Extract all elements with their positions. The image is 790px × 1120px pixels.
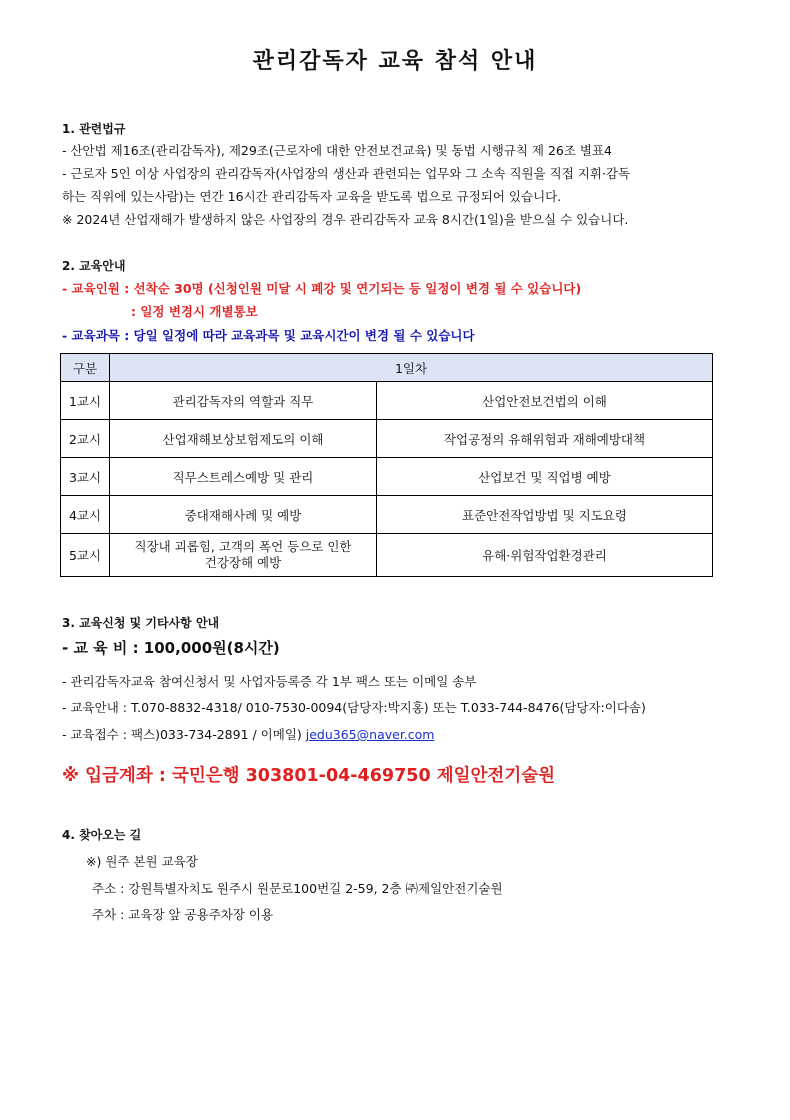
subjects-notice: - 교육과목 : 당일 일정에 따라 교육과목 및 교육시간이 변경 될 수 있습니다 — [62, 328, 475, 343]
subject-cell: 표준안전작업방법 및 지도요령 — [377, 496, 713, 534]
venue-line: ※) 원주 본원 교육장 — [86, 854, 198, 869]
subject-cell — [110, 534, 377, 577]
subject-cell: 유해·위험작업환경관리 — [377, 534, 713, 577]
schedule-header-day: 1일차 — [110, 354, 713, 382]
period-cell: 5교시 — [61, 534, 110, 577]
apply-line: - 관리감독자교육 참여신청서 및 사업자등록증 각 1부 팩스 또는 이메일 송부 — [62, 674, 477, 689]
address-line: 주소 : 강원특별자치도 원주시 원문로100번길 2-59, 2층 ㈜제일안전기술원 — [92, 881, 503, 896]
subject-line-1: 직장내 괴롭힘, 고객의 폭언 등으로 인한 — [134, 539, 352, 554]
period-cell: 4교시 — [61, 496, 110, 534]
schedule-header-col: 구분 — [61, 354, 110, 382]
subject-cell: 관리감독자의 역할과 직무 — [110, 382, 377, 420]
subject-cell: 작업공정의 유해위험과 재해예방대책 — [377, 420, 713, 458]
reception-line — [62, 725, 434, 743]
subject-cell: 중대재해사례 및 예방 — [110, 496, 377, 534]
subject-cell: 직무스트레스예방 및 관리 — [110, 458, 377, 496]
subject-cell: 산업안전보건법의 이해 — [377, 382, 713, 420]
table-row — [61, 496, 713, 534]
subject-cell: 산업재해보상보험제도의 이해 — [110, 420, 377, 458]
law-line-3: 하는 직위에 있는사람)는 연간 16시간 관리감독자 교육을 받도록 법으로 규정되어 있습니다. — [62, 189, 562, 204]
period-cell: 1교시 — [61, 382, 110, 420]
table-row — [61, 458, 713, 496]
section-4-heading: 4. 찾아오는 길 — [62, 828, 142, 842]
period-cell: 3교시 — [61, 458, 110, 496]
contact-line: - 교육안내 : T.070-8832-4318/ 010-7530-0094(담당자:박지홍) 또는 T.033-744-8476(담당자:이다솜) — [62, 700, 646, 715]
law-line-1: - 산안법 제16조(관리감독자), 제29조(근로자에 대한 안전보건교육) 및 동법 시행규칙 제 26조 별표4 — [62, 143, 612, 158]
table-row — [61, 534, 713, 577]
capacity-notice: - 교육인원 : 선착순 30명 (신청인원 미달 시 폐강 및 연기되는 등 일정이 변경 될 수 있습니다) — [62, 281, 582, 296]
law-note: ※ 2024년 산업재해가 발생하지 않은 사업장의 경우 관리감독자 교육 8시간(1일)을 받으실 수 있습니다. — [62, 212, 629, 227]
section-1-heading: 1. 관련법규 — [62, 122, 126, 136]
period-cell: 2교시 — [61, 420, 110, 458]
table-row — [61, 420, 713, 458]
subject-line-2: 건강장해 예방 — [204, 555, 282, 570]
page-title: 관리감독자 교육 참석 안내 — [252, 49, 538, 74]
email-link[interactable]: jedu365@naver.com — [305, 727, 435, 742]
subject-cell: 산업보건 및 직업병 예방 — [377, 458, 713, 496]
law-line-2: - 근로자 5인 이상 사업장의 관리감독자(사업장의 생산과 관련되는 업무와 그 소속 직원을 직접 지휘·감독 — [62, 166, 631, 181]
fee-line: - 교 육 비 : 100,000원(8시간) — [62, 639, 280, 657]
parking-line: 주차 : 교육장 앞 공용주차장 이용 — [92, 907, 274, 922]
capacity-notice-2: : 일정 변경시 개별통보 — [131, 304, 258, 319]
section-3-heading: 3. 교육신청 및 기타사항 안내 — [62, 616, 220, 630]
table-row — [61, 382, 713, 420]
reception-text: - 교육접수 : 팩스)033-734-2891 / 이메일) — [62, 727, 302, 742]
section-2-heading: 2. 교육안내 — [62, 259, 126, 273]
bank-account: ※ 입금계좌 : 국민은행 303801-04-469750 제일안전기술원 — [62, 766, 556, 786]
schedule-table — [60, 353, 713, 577]
